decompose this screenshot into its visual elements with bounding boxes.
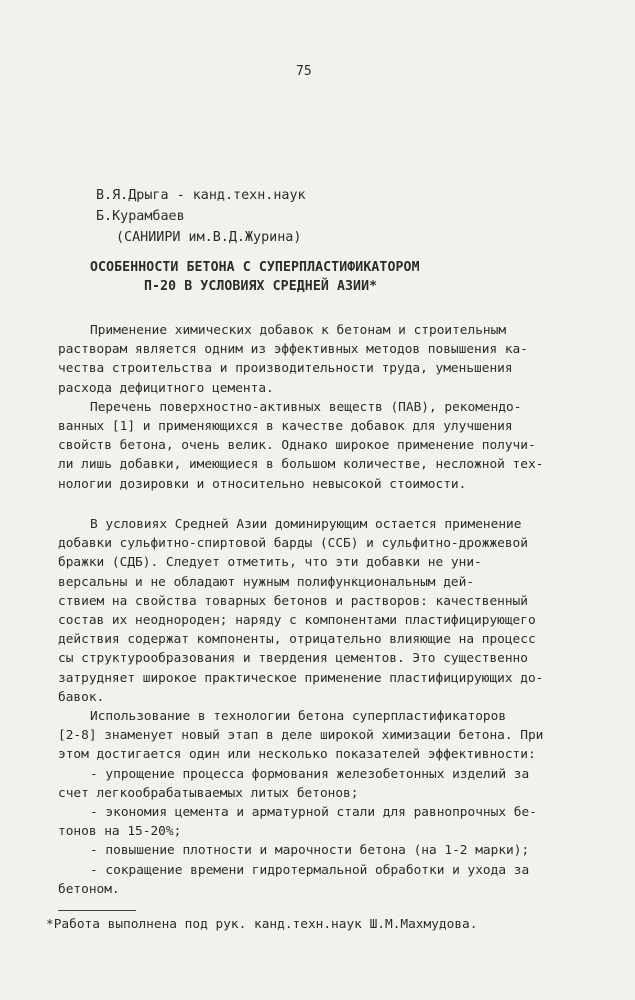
text-line: Применение химических добавок к бетонам и строительным <box>90 323 507 338</box>
text-line: бражки (СДБ). Следует отметить, что эти добавки не уни- <box>58 555 482 571</box>
institution: (САНИИРИ им.В.Д.Журина) <box>116 230 302 245</box>
list-item: - сокращение времени гидротермальной обработки и ухода за <box>90 862 530 878</box>
text-line: чества строительства и производительности труда, уменьшения <box>58 361 513 377</box>
text-line: сы структурообразования и твердения цементов. Это существенно <box>58 651 528 667</box>
list-item: - упрощение процесса формования железобетонных изделий за <box>90 766 530 782</box>
list-item: - повышение плотности и марочности бетона (на 1-2 марки); <box>90 843 530 859</box>
body-section-a <box>58 321 578 494</box>
title-line-2: П-20 В УСЛОВИЯХ СРЕДНЕЙ АЗИИ* <box>144 279 378 294</box>
text-line: Перечень поверхностно-активных веществ (ПАВ), рекомендо- <box>90 399 522 415</box>
text-line: В условиях Средней Азии доминирующим остается применение <box>90 517 522 532</box>
text-line: действия содержат компоненты, отрицательно влияющие на процесс <box>58 632 536 648</box>
text-line: ли лишь добавки, имеющиеся в большом количестве, несложной тех- <box>58 457 544 473</box>
page-number: 75 <box>296 64 312 79</box>
text-line: ствием на свойства товарных бетонов и растворов: качественный <box>58 593 528 609</box>
text-line: этом достигается один или несколько показателей эффективности: <box>58 747 536 763</box>
text-line: состав их неоднороден; наряду с компонентами пластифицирующего <box>58 613 536 629</box>
text-line: свойств бетона, очень велик. Однако широкое применение получи- <box>58 438 536 454</box>
text-line: ванных [1] и применяющихся в качестве добавок для улучшения <box>58 419 513 435</box>
text-line: бавок. <box>58 689 105 705</box>
text-line: тонов на 15-20%; <box>58 824 182 840</box>
text-line: бетоном. <box>58 881 120 897</box>
article-title <box>90 258 420 296</box>
footnote-divider <box>58 910 136 911</box>
text-line: добавки сульфитно-спиртовой барды (ССБ) и сульфитно-дрожжевой <box>58 536 528 552</box>
text-line: нологии дозировки и относительно невысокой стоимости. <box>58 476 467 492</box>
text-line: версальны и не обладают нужным полифункциональным дей- <box>58 574 475 590</box>
title-line-1: ОСОБЕННОСТИ БЕТОНА С СУПЕРПЛАСТИФИКАТОРОМ <box>90 260 420 275</box>
text-line: затрудняет широкое практическое применение пластифицирующих до- <box>58 670 544 686</box>
list-item: - экономия цемента и арматурной стали для равнопрочных бе- <box>90 805 537 821</box>
text-line: [2-8] знаменует новый этап в деле широкой химизации бетона. При <box>58 728 544 744</box>
body-section-b <box>58 515 578 899</box>
author-1: В.Я.Дрыга - канд.техн.наук <box>96 188 306 203</box>
author-2: Б.Курамбаев <box>96 209 185 224</box>
text-line: счет легкообрабатываемых литых бетонов; <box>58 785 359 801</box>
text-line: растворам является одним из эффективных методов повышения ка- <box>58 342 528 358</box>
footnote: *Работа выполнена под рук. канд.техн.наук Ш.М.Махмудова. <box>46 917 478 932</box>
text-line: расхода дефицитного цемента. <box>58 380 274 396</box>
authors-block <box>96 185 306 248</box>
text-line: Использование в технологии бетона суперпластификаторов <box>90 709 507 725</box>
